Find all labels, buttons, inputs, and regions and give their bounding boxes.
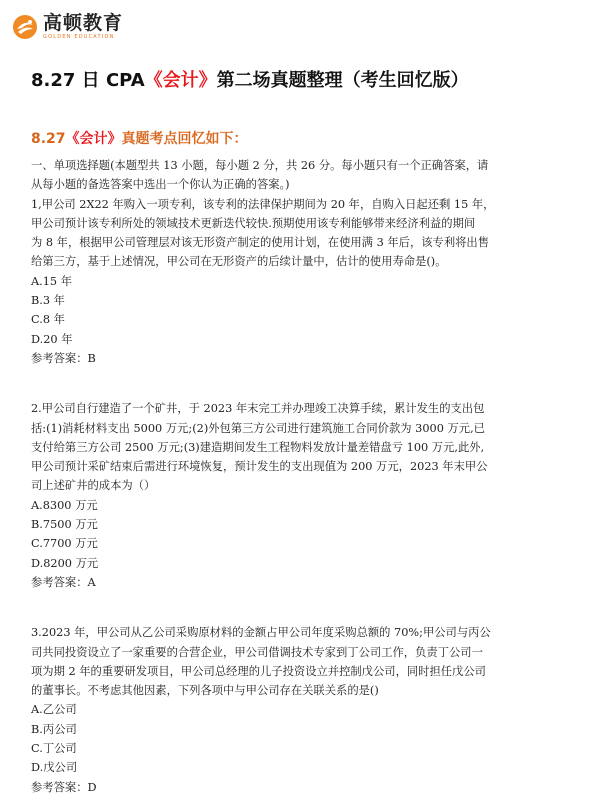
reference-answer: 参考答案：D (31, 780, 97, 794)
exam-content (31, 156, 559, 797)
question-1 (31, 195, 559, 369)
question-text-line: 司上述矿井的成本为（） (31, 479, 156, 493)
brand-logo (12, 10, 123, 44)
section-intro-line: 从每小题的备选答案中选出一个你认为正确的答案。) (31, 178, 290, 192)
section-intro-line: 一、单项选择题(本题型共 13 小题，每小题 2 分，共 26 分。每小题只有一个正确答案，请 (31, 159, 489, 172)
answer-option: B.3 年 (31, 294, 65, 308)
question-text-line: 司共同投资设立了一家重要的合营企业，甲公司借调技术专家到丁公司工作，负责丁公司一 (31, 645, 483, 659)
question-text-line: 1,甲公司 2X22 年购入一项专利，该专利的法律保护期间为 20 年，自购入日起还剩 15 年， (31, 197, 495, 211)
page-title (31, 66, 571, 92)
question-text-line: 为 8 年，根据甲公司管理层对该无形资产制定的使用计划，在使用满 3 年后，该专利将出售 (31, 236, 490, 250)
subtitle-prefix: 8.27 (31, 131, 66, 147)
logo-name-en: GOLDEN EDUCATION (43, 34, 115, 40)
reference-answer: 参考答案：A (31, 575, 96, 589)
question-text-line: 项为期 2 年的重要研发项目，甲公司总经理的儿子投资设立并控制戊公司，同时担任戊公司 (31, 664, 486, 678)
title-suffix: 第二场真题整理（考生回忆版） (216, 70, 469, 91)
title-prefix: 8.27 日 CPA (31, 70, 145, 91)
logo-name-cn: 高顿教育 (43, 12, 124, 34)
question-text-line: 2.甲公司自行建造了一个矿井，于 2023 年末完工并办理竣工决算手续，累计发生的支出包 (31, 402, 485, 416)
title-highlight: 《会计》 (144, 70, 217, 91)
question-text-line: 3.2023 年，甲公司从乙公司采购原材料的金额占甲公司年度采购总额的 70%;甲公司与丙公 (31, 626, 491, 640)
answer-option: C.丁公司 (31, 742, 77, 756)
section-heading (31, 128, 571, 148)
question-text-line: 的董事长。不考虑其他因素，下列各项中与甲公司存在关联关系的是() (31, 684, 379, 698)
subtitle-highlight: 《会计》 (65, 131, 122, 147)
question-3 (31, 623, 559, 797)
question-text-line: 支付给第三方公司 2500 万元;(3)建造期间发生工程物料发放计量差错盘亏 100 万元,此外, (31, 440, 485, 454)
answer-option: D.戊公司 (31, 761, 78, 775)
subtitle-suffix: 真题考点回忆如下： (121, 131, 248, 147)
question-2 (31, 399, 559, 592)
answer-option: B.丙公司 (31, 722, 77, 736)
reference-answer: 参考答案：B (31, 351, 96, 365)
answer-option: D.20 年 (31, 332, 73, 346)
answer-option: C.8 年 (31, 313, 65, 327)
golden-education-logo-icon (12, 14, 38, 40)
answer-option: C.7700 万元 (31, 537, 98, 551)
question-text-line: 甲公司预计采矿结束后需进行环境恢复，预计发生的支出现值为 200 万元，2023 年末甲公 (31, 460, 488, 474)
answer-option: A.乙公司 (31, 703, 77, 717)
question-text-line: 括:(1)消耗材料支出 5000 万元;(2)外包第三方公司进行建筑施工合同价款为 3000 万元,已 (31, 421, 485, 435)
question-text-line: 给第三方，基于上述情况，甲公司在无形资产的后续计量中，估计的使用寿命是()。 (31, 255, 447, 269)
answer-option: A.15 年 (31, 274, 73, 288)
answer-option: B.7500 万元 (31, 518, 98, 532)
question-text-line: 甲公司预计该专利所处的领域技术更新迭代较快.预期使用该专利能够带来经济利益的期间 (31, 216, 476, 230)
answer-option: A.8300 万元 (31, 498, 98, 512)
answer-option: D.8200 万元 (31, 556, 99, 570)
